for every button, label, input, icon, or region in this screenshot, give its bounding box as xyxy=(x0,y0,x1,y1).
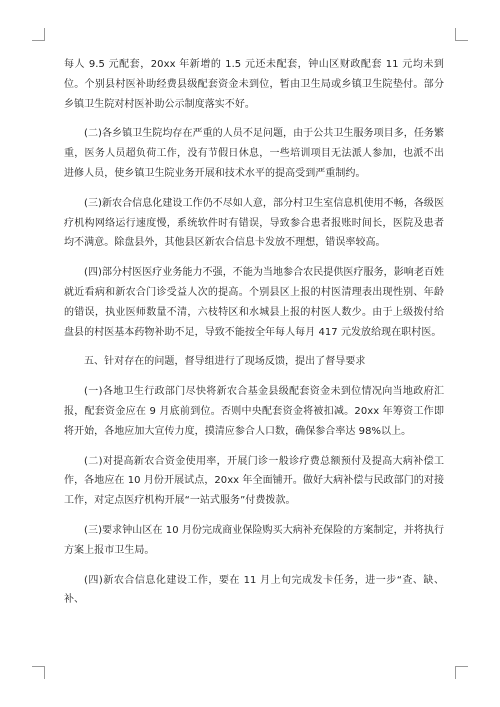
section-heading-feedback: 五、针对存在的问题，督导组进行了现场反馈，提出了督导要求 xyxy=(84,356,366,368)
document-page xyxy=(64,55,444,620)
paragraph-issue-3-informatization: (三)新农合信息化建设工作仍不尽如人意，部分村卫生室信息机使用不畅，各级医疗机构网络运行速度慢，系统软件时有错误，导致参合患者报账时间长，医院及患者均不满意。除盘县外，其他县区新农合信息卡发放不理想，错误率较高。 xyxy=(64,197,444,249)
crop-mark-top-left xyxy=(32,28,45,41)
paragraph-issue-4-village-doctors: (四)部分村医医疗业务能力不强，不能为当地参合农民提供医疗服务，影响老百姓就近看病和新农合门诊受益人次的提高。个别县区上报的村医清理表出现性别、年龄的错误，执业医师数量不清，六枝特区和水城县上报的村医人数少。由于上级拨付给盘县的村医基本药物补助不足，导致不能按全年每人每月 417 元发放给现在职村医。 xyxy=(64,267,444,338)
paragraph-issue-2-staffing: (二)各乡镇卫生院均存在严重的人员不足问题，由于公共卫生服务项目多，任务繁重，医务人员超负荷工作，没有节假日休息，一些培训项目无法派人参加，也派不出进修人员，使乡镇卫生院业务开展和技术水平的提高受到严重制约。 xyxy=(64,128,444,179)
paragraph-requirement-4: (四)新农合信息化建设工作，要在 11 月上旬完成发卡任务，进一步“查、缺、补、 xyxy=(64,574,444,606)
crop-mark-bottom-left xyxy=(32,666,45,679)
paragraph-requirement-1: (一)各地卫生行政部门尽快将新农合基金县级配套资金未到位情况向当地政府汇报，配套资金应在 9 月底前到位。否则中央配套资金将被扣减。20xx 年筹资工作即将开始，各地应加大宣传力度，摸清应参合人口数，确保参合率达 98%以上。 xyxy=(64,386,444,437)
paragraph-requirement-2: (二)对提高新农合资金使用率，开展门诊一般诊疗费总额预付及提高大病补偿工作，各地应在 10 月份开展试点，20xx 年全面铺开。做好大病补偿与民政部门的对接工作，对定点医疗机构开展“一站式服务”付费拨款。 xyxy=(64,455,444,507)
crop-mark-bottom-right xyxy=(455,666,468,679)
paragraph-continuation: 每人 9.5 元配套，20xx 年新增的 1.5 元还未配套，钟山区财政配套 11 元均未到位。个别县村医补助经费县级配套资金未到位，暂由卫生局或乡镇卫生院垫付。部分乡镇卫生院对村医补助公示制度落实不好。 xyxy=(64,59,444,110)
crop-mark-top-right xyxy=(455,28,468,41)
paragraph-requirement-3: (三)要求钟山区在 10 月份完成商业保险购买大病补充保险的方案制定，并将执行方案上报市卫生局。 xyxy=(64,524,444,556)
